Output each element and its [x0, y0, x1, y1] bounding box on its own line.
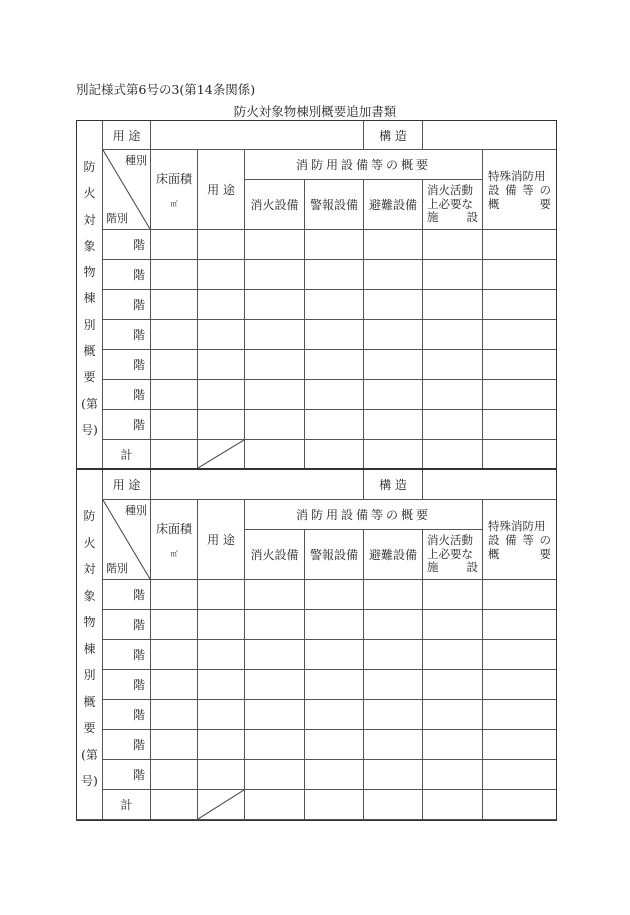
total-floor-area-cell[interactable] [151, 790, 198, 820]
total-floor-area-cell[interactable] [151, 440, 198, 469]
floor-row-label: 階 [103, 610, 151, 640]
special-equipment-char: 備 [505, 532, 517, 547]
alarm-cell[interactable] [305, 580, 364, 610]
special-equipment-char: 要 [539, 546, 551, 561]
firefighting-facilities-cell[interactable] [423, 670, 483, 700]
evacuation-cell[interactable] [364, 670, 423, 700]
alarm-cell[interactable] [305, 290, 364, 320]
special-equipment-char: の [539, 532, 551, 547]
floor-area-cell[interactable] [151, 670, 198, 700]
use-header: 用 途 [198, 500, 245, 580]
special-equipment-char: 設 [488, 532, 500, 547]
type-floor-header [103, 150, 151, 230]
use-cell[interactable] [198, 380, 245, 410]
side-title-char: 対 [83, 562, 96, 576]
side-title-char: 棟 [83, 641, 96, 656]
special-equipment-cell[interactable] [483, 290, 557, 320]
fire-extinguishing-cell[interactable] [245, 350, 305, 380]
fire-extinguishing-cell[interactable] [245, 410, 305, 440]
fire-extinguishing-cell[interactable] [245, 700, 305, 730]
evacuation-cell[interactable] [364, 290, 423, 320]
facilities-char: 設 [466, 560, 478, 575]
floor-area-cell[interactable] [151, 640, 198, 670]
firefighting-facilities-header [423, 180, 483, 230]
special-equipment-cell[interactable] [483, 230, 557, 260]
document-title: 防火対象物棟別概要追加書類 [233, 104, 397, 119]
side-title-char: 要 [83, 370, 96, 385]
total-alarm-cell[interactable] [305, 790, 364, 820]
total-evacuation-cell[interactable] [364, 440, 423, 469]
special-equipment-cell[interactable] [483, 610, 557, 640]
special-equipment-char: 等 [522, 532, 534, 547]
special-equipment-cell[interactable] [483, 760, 557, 790]
facilities-line: 上必要な [427, 196, 473, 211]
diagonal-line [198, 440, 244, 468]
type-label: 種別 [125, 154, 147, 167]
facilities-char: 施 [427, 210, 439, 225]
firefighting-facilities-cell[interactable] [423, 700, 483, 730]
total-special-equipment-cell[interactable] [483, 790, 557, 820]
fire-extinguishing-header: 消火設備 [245, 180, 305, 230]
fire-extinguishing-cell[interactable] [245, 260, 305, 290]
use-cell[interactable] [198, 260, 245, 290]
evacuation-cell[interactable] [364, 380, 423, 410]
special-equipment-line: 特殊消防用 [488, 168, 546, 183]
facilities-line [427, 211, 478, 225]
side-title [76, 470, 103, 820]
facilities-char: 設 [466, 210, 478, 225]
type-label: 種別 [125, 504, 147, 517]
fire-extinguishing-cell[interactable] [245, 730, 305, 760]
special-equipment-cell[interactable] [483, 410, 557, 440]
floor-area-label: 床面積 [155, 522, 192, 536]
special-equipment-cell[interactable] [483, 380, 557, 410]
use-cell[interactable] [198, 290, 245, 320]
total-alarm-cell[interactable] [305, 440, 364, 469]
floor-row-label: 階 [103, 730, 151, 760]
special-equipment-cell[interactable] [483, 730, 557, 760]
special-equipment-char: 設 [488, 182, 500, 197]
floor-area-cell[interactable] [151, 320, 198, 350]
building-summary-section-2 [76, 468, 557, 821]
alarm-cell[interactable] [305, 730, 364, 760]
use-cell[interactable] [198, 670, 245, 700]
floor-area-cell[interactable] [151, 230, 198, 260]
alarm-cell[interactable] [305, 230, 364, 260]
side-title-char: 火 [83, 535, 96, 550]
firefighting-facilities-cell[interactable] [423, 730, 483, 760]
special-equipment-char: 備 [505, 182, 517, 197]
evacuation-cell[interactable] [364, 610, 423, 640]
evacuation-cell[interactable] [364, 700, 423, 730]
use-header: 用 途 [198, 150, 245, 230]
floor-area-header [151, 500, 198, 580]
total-use-crossed-cell [198, 440, 245, 469]
usage-field[interactable] [151, 470, 364, 500]
fire-extinguishing-cell[interactable] [245, 760, 305, 790]
floor-row-label: 階 [103, 320, 151, 350]
side-title-char: 別 [83, 668, 96, 682]
building-summary-table-2 [76, 468, 557, 821]
floor-label: 階別 [106, 562, 128, 575]
floor-row-label: 階 [103, 700, 151, 730]
fire-extinguishing-cell[interactable] [245, 320, 305, 350]
special-equipment-line [488, 547, 551, 561]
floor-row-label: 階 [103, 230, 151, 260]
evacuation-cell[interactable] [364, 730, 423, 760]
facilities-line [427, 561, 478, 575]
special-equipment-line [488, 183, 551, 197]
firefighting-facilities-cell[interactable] [423, 290, 483, 320]
alarm-header: 警報設備 [305, 530, 364, 580]
side-title-char: 号) [81, 422, 98, 437]
alarm-cell[interactable] [305, 320, 364, 350]
evacuation-cell[interactable] [364, 640, 423, 670]
use-cell[interactable] [198, 320, 245, 350]
usage-label: 用 途 [103, 470, 151, 500]
use-cell[interactable] [198, 760, 245, 790]
firefighting-facilities-cell[interactable] [423, 350, 483, 380]
evacuation-cell[interactable] [364, 260, 423, 290]
floor-label: 階別 [106, 212, 128, 225]
side-title-char: 別 [83, 317, 96, 332]
usage-field[interactable] [151, 121, 364, 150]
floor-area-cell[interactable] [151, 410, 198, 440]
use-cell[interactable] [198, 230, 245, 260]
form-number: 別記様式第6号の3(第14条関係) [76, 82, 256, 97]
special-equipment-char: 要 [539, 196, 551, 211]
special-equipment-char: 概 [488, 546, 500, 561]
fire-extinguishing-cell[interactable] [245, 670, 305, 700]
side-title-char: 火 [83, 186, 96, 201]
use-cell[interactable] [198, 640, 245, 670]
use-cell[interactable] [198, 350, 245, 380]
firefighting-facilities-cell[interactable] [423, 320, 483, 350]
use-cell[interactable] [198, 700, 245, 730]
side-title-char: 象 [83, 238, 96, 253]
evacuation-cell[interactable] [364, 230, 423, 260]
equipment-summary-header: 消防用設備等の概要 [245, 150, 483, 180]
use-cell[interactable] [198, 580, 245, 610]
building-summary-table-1 [76, 120, 557, 470]
alarm-cell[interactable] [305, 410, 364, 440]
side-title-char: 要 [83, 721, 96, 735]
floor-area-unit: ㎡ [170, 200, 178, 208]
fire-extinguishing-cell[interactable] [245, 230, 305, 260]
total-use-crossed-cell [198, 790, 245, 820]
firefighting-facilities-cell[interactable] [423, 230, 483, 260]
evacuation-cell[interactable] [364, 350, 423, 380]
fire-extinguishing-cell[interactable] [245, 640, 305, 670]
floor-row-label: 階 [103, 580, 151, 610]
fire-extinguishing-cell[interactable] [245, 290, 305, 320]
side-title-char: 物 [83, 265, 96, 280]
side-title-char: 号) [81, 774, 98, 788]
firefighting-facilities-cell[interactable] [423, 260, 483, 290]
special-equipment-char: 概 [488, 196, 500, 211]
facilities-line: 消火活動 [427, 533, 473, 548]
side-title-char: 概 [83, 694, 96, 709]
firefighting-facilities-cell[interactable] [423, 610, 483, 640]
floor-row-label: 階 [103, 670, 151, 700]
special-equipment-cell[interactable] [483, 350, 557, 380]
use-cell[interactable] [198, 410, 245, 440]
firefighting-facilities-cell[interactable] [423, 410, 483, 440]
special-equipment-char: の [539, 182, 551, 197]
usage-label: 用 途 [103, 121, 151, 150]
floor-area-cell[interactable] [151, 760, 198, 790]
side-title-char: 防 [83, 509, 96, 523]
floor-area-cell[interactable] [151, 580, 198, 610]
side-title-char: 物 [83, 615, 96, 629]
side-title-char: (第 [81, 396, 98, 411]
alarm-cell[interactable] [305, 700, 364, 730]
special-equipment-header [483, 500, 557, 580]
total-firefighting-facilities-cell[interactable] [423, 440, 483, 469]
structure-label: 構 造 [364, 470, 423, 500]
firefighting-facilities-header [423, 530, 483, 580]
facilities-line: 上必要な [427, 546, 473, 561]
firefighting-facilities-cell[interactable] [423, 380, 483, 410]
special-equipment-line: 特殊消防用 [488, 518, 546, 533]
floor-area-header [151, 150, 198, 230]
floor-area-unit: ㎡ [170, 550, 178, 558]
type-floor-header [103, 500, 151, 580]
structure-label: 構 造 [364, 121, 423, 150]
special-equipment-cell[interactable] [483, 260, 557, 290]
firefighting-facilities-cell[interactable] [423, 580, 483, 610]
alarm-cell[interactable] [305, 670, 364, 700]
special-equipment-cell[interactable] [483, 580, 557, 610]
alarm-cell[interactable] [305, 260, 364, 290]
building-summary-section-1 [76, 120, 557, 470]
firefighting-facilities-cell[interactable] [423, 640, 483, 670]
side-title-char: 概 [83, 344, 96, 359]
structure-field[interactable] [423, 121, 557, 150]
total-label: 計 [103, 440, 151, 469]
special-equipment-cell[interactable] [483, 640, 557, 670]
side-title [76, 121, 103, 469]
special-equipment-line [488, 533, 551, 547]
total-fire-extinguishing-cell[interactable] [245, 440, 305, 469]
evacuation-header: 避難設備 [364, 530, 423, 580]
side-title-char: 棟 [83, 291, 96, 306]
floor-area-cell[interactable] [151, 290, 198, 320]
firefighting-facilities-cell[interactable] [423, 760, 483, 790]
special-equipment-header [483, 150, 557, 230]
evacuation-cell[interactable] [364, 320, 423, 350]
facilities-line: 消火活動 [427, 183, 473, 198]
evacuation-cell[interactable] [364, 410, 423, 440]
evacuation-cell[interactable] [364, 580, 423, 610]
evacuation-header: 避難設備 [364, 180, 423, 230]
alarm-cell[interactable] [305, 380, 364, 410]
facilities-char: 施 [427, 560, 439, 575]
floor-area-cell[interactable] [151, 260, 198, 290]
total-special-equipment-cell[interactable] [483, 440, 557, 469]
floor-area-cell[interactable] [151, 350, 198, 380]
equipment-summary-header: 消防用設備等の概要 [245, 500, 483, 530]
floor-row-label: 階 [103, 290, 151, 320]
floor-area-cell[interactable] [151, 730, 198, 760]
side-title-char: 対 [83, 212, 96, 227]
floor-row-label: 階 [103, 640, 151, 670]
total-fire-extinguishing-cell[interactable] [245, 790, 305, 820]
evacuation-cell[interactable] [364, 760, 423, 790]
diagonal-line [198, 790, 244, 819]
floor-row-label: 階 [103, 350, 151, 380]
side-title-char: 防 [83, 160, 96, 174]
structure-field[interactable] [423, 470, 557, 500]
use-cell[interactable] [198, 730, 245, 760]
fire-extinguishing-cell[interactable] [245, 580, 305, 610]
floor-row-label: 階 [103, 760, 151, 790]
floor-row-label: 階 [103, 410, 151, 440]
floor-area-cell[interactable] [151, 700, 198, 730]
alarm-cell[interactable] [305, 640, 364, 670]
special-equipment-cell[interactable] [483, 700, 557, 730]
side-title-char: 象 [83, 588, 96, 603]
fire-extinguishing-cell[interactable] [245, 610, 305, 640]
special-equipment-cell[interactable] [483, 320, 557, 350]
alarm-cell[interactable] [305, 760, 364, 790]
floor-row-label: 階 [103, 380, 151, 410]
alarm-header: 警報設備 [305, 180, 364, 230]
floor-area-cell[interactable] [151, 380, 198, 410]
special-equipment-line [488, 197, 551, 211]
alarm-cell[interactable] [305, 350, 364, 380]
floor-area-cell[interactable] [151, 610, 198, 640]
total-evacuation-cell[interactable] [364, 790, 423, 820]
special-equipment-cell[interactable] [483, 670, 557, 700]
total-label: 計 [103, 790, 151, 820]
fire-extinguishing-header: 消火設備 [245, 530, 305, 580]
floor-area-label: 床面積 [155, 172, 192, 186]
special-equipment-char: 等 [522, 182, 534, 197]
fire-extinguishing-cell[interactable] [245, 380, 305, 410]
floor-row-label: 階 [103, 260, 151, 290]
use-cell[interactable] [198, 610, 245, 640]
side-title-char: (第 [81, 747, 98, 762]
total-firefighting-facilities-cell[interactable] [423, 790, 483, 820]
alarm-cell[interactable] [305, 610, 364, 640]
